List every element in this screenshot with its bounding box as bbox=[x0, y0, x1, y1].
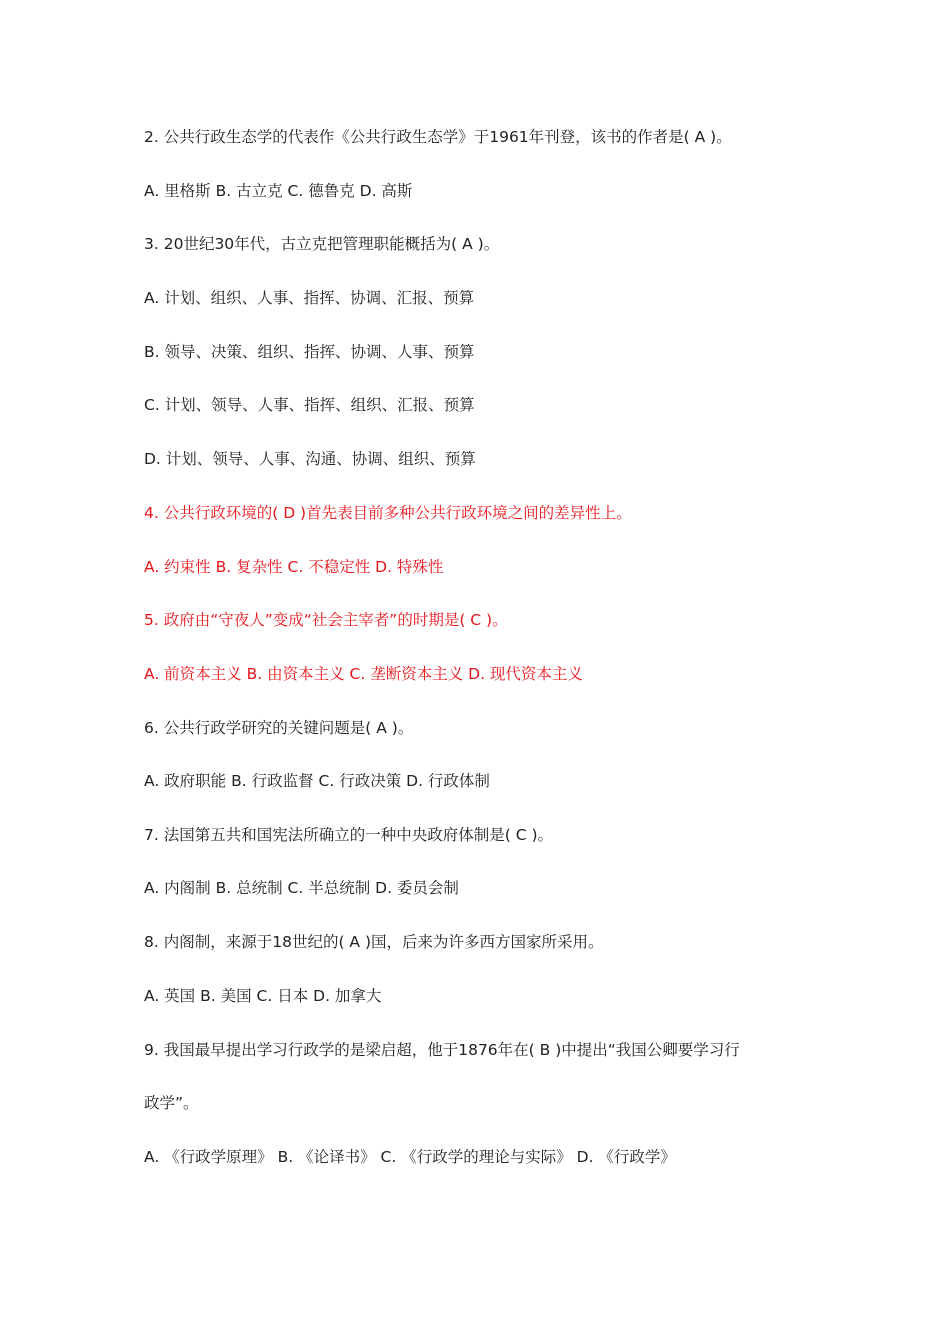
question-9: 9. 我国最早提出学习行政学的是梁启超，他于1876年在( B )中提出“我国公卿要学习行 bbox=[144, 1041, 740, 1059]
question-5: 5. 政府由“守夜人”变成“社会主宰者”的时期是( C )。 bbox=[144, 611, 508, 629]
options-question-4: A. 约束性 B. 复杂性 C. 不稳定性 D. 特殊性 bbox=[144, 558, 444, 576]
question-8: 8. 内阁制，来源于18世纪的( A )国，后来为许多西方国家所采用。 bbox=[144, 933, 604, 951]
option-a-question-3: A. 计划、组织、人事、指挥、协调、汇报、预算 bbox=[144, 289, 475, 307]
options-question-2: A. 里格斯 B. 古立克 C. 德鲁克 D. 高斯 bbox=[144, 182, 413, 200]
option-d-question-3: D. 计划、领导、人事、沟通、协调、组织、预算 bbox=[144, 450, 476, 468]
options-question-8: A. 英国 B. 美国 C. 日本 D. 加拿大 bbox=[144, 987, 382, 1005]
question-7: 7. 法国第五共和国宪法所确立的一种中央政府体制是( C )。 bbox=[144, 826, 553, 844]
options-question-9: A. 《行政学原理》 B. 《论译书》 C. 《行政学的理论与实际》 D. 《行政学》 bbox=[144, 1148, 676, 1166]
option-b-question-3: B. 领导、决策、组织、指挥、协调、人事、预算 bbox=[144, 343, 475, 361]
options-question-6: A. 政府职能 B. 行政监督 C. 行政决策 D. 行政体制 bbox=[144, 772, 490, 790]
options-question-5: A. 前资本主义 B. 由资本主义 C. 垄断资本主义 D. 现代资本主义 bbox=[144, 665, 583, 683]
option-c-question-3: C. 计划、领导、人事、指挥、组织、汇报、预算 bbox=[144, 396, 475, 414]
question-4: 4. 公共行政环境的( D )首先表目前多种公共行政环境之间的差异性上。 bbox=[144, 504, 632, 522]
question-2: 2. 公共行政生态学的代表作《公共行政生态学》于1961年刊登，该书的作者是( A )。 bbox=[144, 128, 732, 146]
question-6: 6. 公共行政学研究的关键问题是( A )。 bbox=[144, 719, 414, 737]
options-question-7: A. 内阁制 B. 总统制 C. 半总统制 D. 委员会制 bbox=[144, 879, 459, 897]
question-3: 3. 20世纪30年代，古立克把管理职能概括为( A )。 bbox=[144, 235, 500, 253]
question-9-continued: 政学”。 bbox=[144, 1094, 199, 1112]
